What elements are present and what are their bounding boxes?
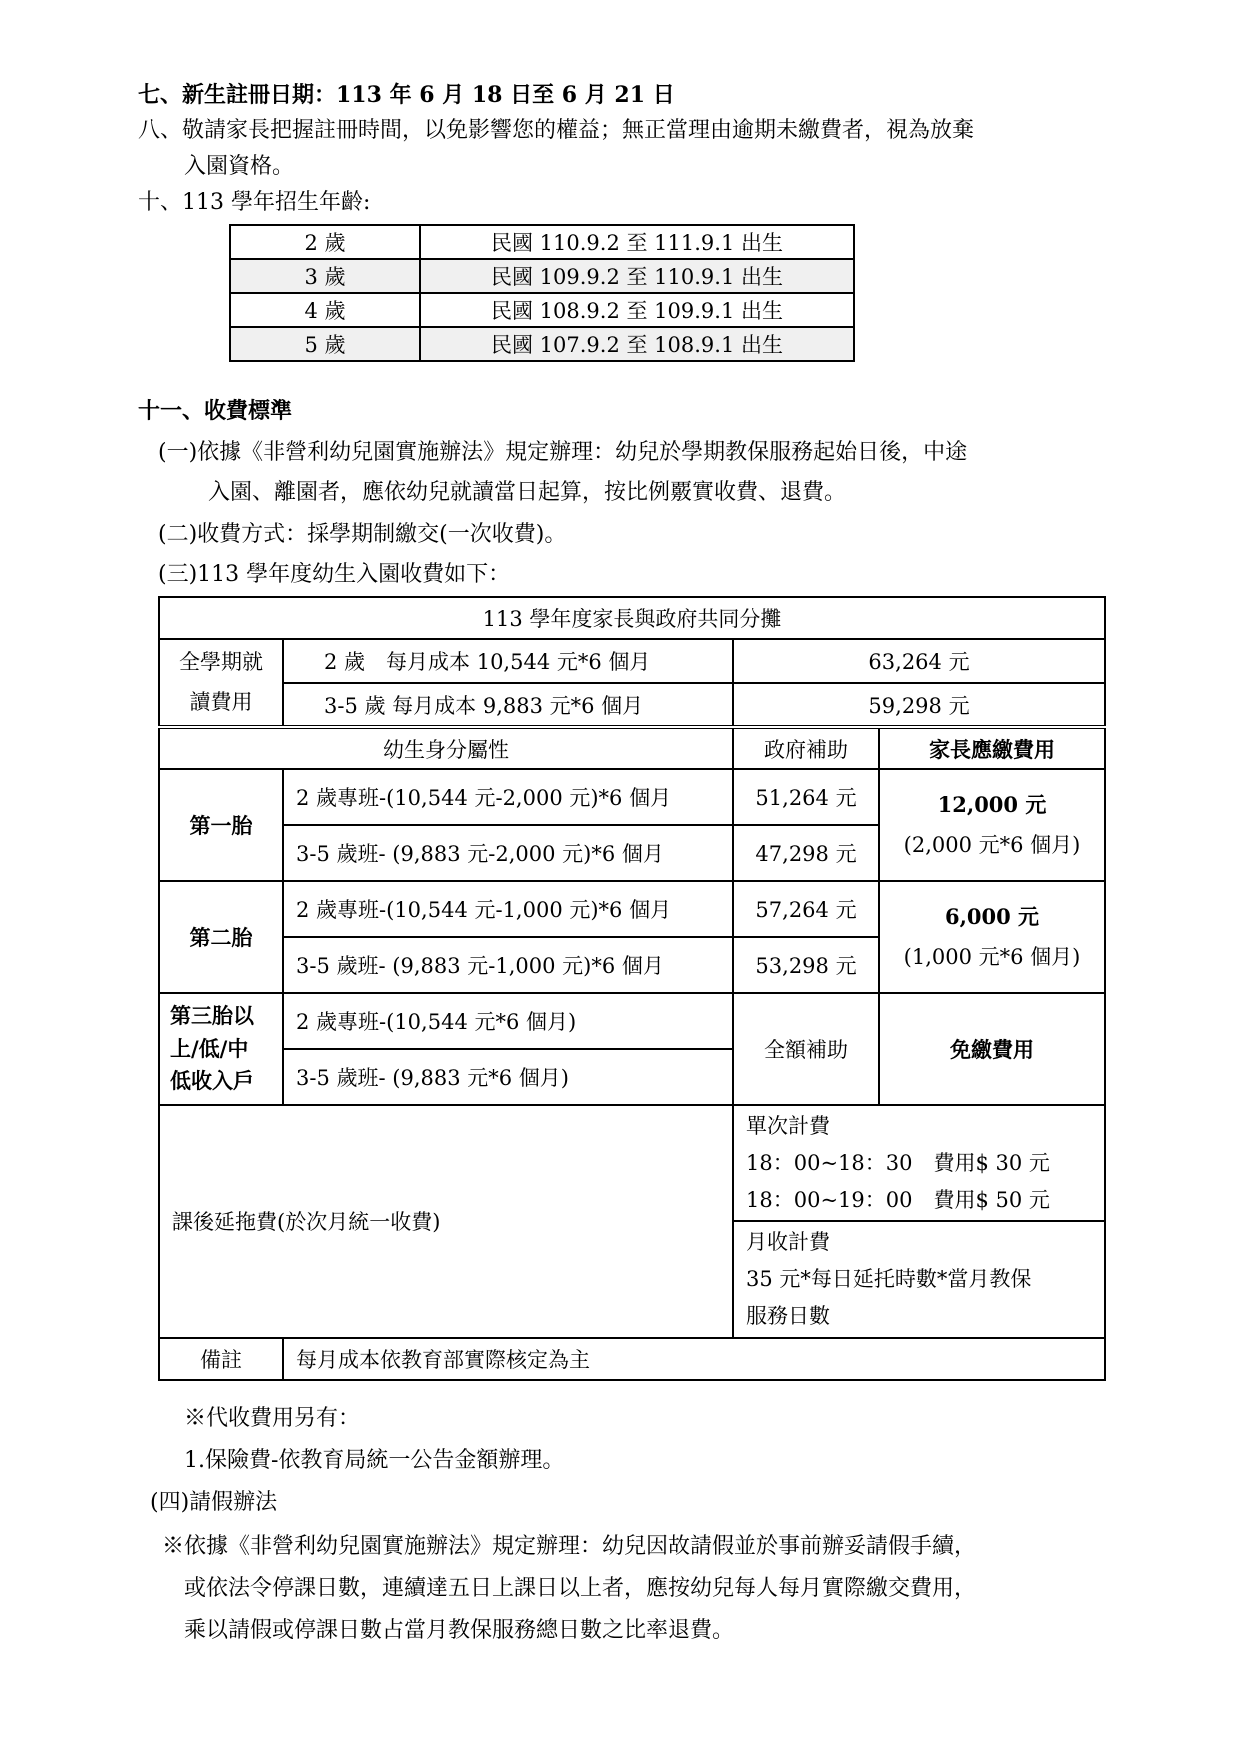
afterschool-label: 課後延拖費(於次月統一收費) <box>159 1105 733 1338</box>
fee-desc: 2 歲專班-(10,544 元-1,000 元)*6 個月 <box>283 881 733 937</box>
parent-fee-amount: 6,000 元 <box>944 903 1040 929</box>
leave-rule-line2: 或依法令停課日數，連續達五日上課日以上者，應按幼兒每人每月實際繳交費用， <box>184 1576 977 1601</box>
table-row <box>159 727 1105 769</box>
group-label-third-line3: 低收入戶 <box>170 1068 254 1094</box>
tuition-label-line1: 全學期就 <box>179 649 263 674</box>
tuition-label-line2: 讀費用 <box>189 689 253 714</box>
note-label: 備註 <box>159 1338 283 1380</box>
gov-subsidy: 51,264 元 <box>733 769 879 825</box>
parent-fee <box>879 769 1105 881</box>
fee-table-intro: (三)113 學年度幼生入園收費如下： <box>158 562 511 587</box>
table-row <box>159 1338 1105 1380</box>
registration-notice-line2: 入園資格。 <box>184 154 295 179</box>
table-row <box>159 769 1105 825</box>
afterschool-single-rate1: 18：00~18：30 費用$ 30 元 <box>746 1150 1050 1175</box>
gov-subsidy-full: 全額補助 <box>733 993 879 1105</box>
age-table <box>229 224 855 362</box>
group-label-second: 第二胎 <box>159 881 283 993</box>
tuition-desc: 3-5 歲 每月成本 9,883 元*6 個月 <box>283 683 733 727</box>
afterschool-monthly-title: 月收計費 <box>746 1230 830 1255</box>
table-row <box>159 639 1105 683</box>
fee-desc: 3-5 歲班- (9,883 元-2,000 元)*6 個月 <box>283 825 733 881</box>
table-row <box>159 993 1105 1049</box>
leave-rule-line3: 乘以請假或停課日數占當月教保服務總日數之比率退費。 <box>184 1618 735 1643</box>
afterschool-single <box>733 1105 1105 1221</box>
gov-subsidy: 53,298 元 <box>733 937 879 993</box>
fee-table <box>158 596 1106 1381</box>
gov-subsidy: 47,298 元 <box>733 825 879 881</box>
registration-notice-line1: 八、敬請家長把握註冊時間，以免影響您的權益；無正當理由逾期未繳費者，視為放棄 <box>138 118 975 143</box>
birth-range-cell: 民國 109.9.2 至 110.9.1 出生 <box>420 259 854 293</box>
fee-method: (二)收費方式：採學期制繳交(一次收費)。 <box>158 522 567 547</box>
afterschool-single-title: 單次計費 <box>746 1114 830 1138</box>
col-header-gov: 政府補助 <box>733 727 879 769</box>
table-row <box>230 327 854 361</box>
extra-fee-insurance: 1.保險費-依教育局統一公告金額辦理。 <box>184 1448 565 1473</box>
birth-range-cell: 民國 107.9.2 至 108.9.1 出生 <box>420 327 854 361</box>
group-label-third-line1: 第三胎以 <box>170 1003 254 1029</box>
age-cell: 3 歲 <box>230 259 420 293</box>
tuition-label <box>159 639 283 727</box>
birth-range-cell: 民國 108.9.2 至 109.9.1 出生 <box>420 293 854 327</box>
birth-range-cell: 民國 110.9.2 至 111.9.1 出生 <box>420 225 854 259</box>
table-row <box>159 597 1105 639</box>
parent-fee <box>879 881 1105 993</box>
tuition-amount: 59,298 元 <box>733 683 1105 727</box>
table-row <box>230 225 854 259</box>
group-label-third <box>159 993 283 1105</box>
tuition-desc: 2 歲 每月成本 10,544 元*6 個月 <box>283 639 733 683</box>
age-cell: 5 歲 <box>230 327 420 361</box>
age-section-title: 十、113 學年招生年齡: <box>138 190 371 215</box>
col-header-parent: 家長應繳費用 <box>879 727 1105 769</box>
table-row <box>230 259 854 293</box>
parent-fee-formula: (2,000 元*6 個月) <box>903 832 1081 857</box>
leave-rule-line1: ※依據《非營利幼兒園實施辦法》規定辦理：幼兒因故請假並於事前辦妥請假手續， <box>162 1534 977 1559</box>
note-text: 每月成本依教育部實際核定為主 <box>283 1338 1105 1380</box>
parent-fee-formula: (1,000 元*6 個月) <box>903 944 1081 969</box>
age-cell: 2 歲 <box>230 225 420 259</box>
parent-fee-amount: 12,000 元 <box>937 791 1047 817</box>
fee-desc: 3-5 歲班- (9,883 元*6 個月) <box>283 1049 733 1105</box>
fee-desc: 2 歲專班-(10,544 元-2,000 元)*6 個月 <box>283 769 733 825</box>
fee-rule-line1: (一)依據《非營利幼兒園實施辦法》規定辦理：幼兒於學期教保服務起始日後，中途 <box>158 440 968 465</box>
group-label-third-line2: 上/低/中 <box>170 1035 249 1061</box>
table-row <box>230 293 854 327</box>
age-cell: 4 歲 <box>230 293 420 327</box>
tuition-amount: 63,264 元 <box>733 639 1105 683</box>
extra-fee-title: ※代收費用另有： <box>184 1406 361 1431</box>
afterschool-single-rate2: 18：00~19：00 費用$ 50 元 <box>746 1187 1050 1212</box>
afterschool-monthly <box>733 1221 1105 1337</box>
col-header-identity: 幼生身分屬性 <box>159 727 733 769</box>
registration-date: 七、新生註冊日期：113 年 6 月 18 日至 6 月 21 日 <box>138 82 675 108</box>
afterschool-monthly-rate2: 服務日數 <box>746 1303 830 1328</box>
group-label-first: 第一胎 <box>159 769 283 881</box>
fee-desc: 2 歲專班-(10,544 元*6 個月) <box>283 993 733 1049</box>
fee-section-title: 十一、收費標準 <box>138 398 293 424</box>
fee-table-header: 113 學年度家長與政府共同分攤 <box>159 597 1105 639</box>
afterschool-monthly-rate1: 35 元*每日延托時數*當月教保 <box>746 1267 1032 1291</box>
parent-fee-free: 免繳費用 <box>879 993 1105 1105</box>
table-row <box>159 683 1105 727</box>
fee-desc: 3-5 歲班- (9,883 元-1,000 元)*6 個月 <box>283 937 733 993</box>
leave-title: (四)請假辦法 <box>150 1490 278 1515</box>
table-row <box>159 1105 1105 1221</box>
table-row <box>159 881 1105 937</box>
gov-subsidy: 57,264 元 <box>733 881 879 937</box>
fee-rule-line2: 入園、離園者，應依幼兒就讀當日起算，按比例覈實收費、退費。 <box>208 480 847 505</box>
